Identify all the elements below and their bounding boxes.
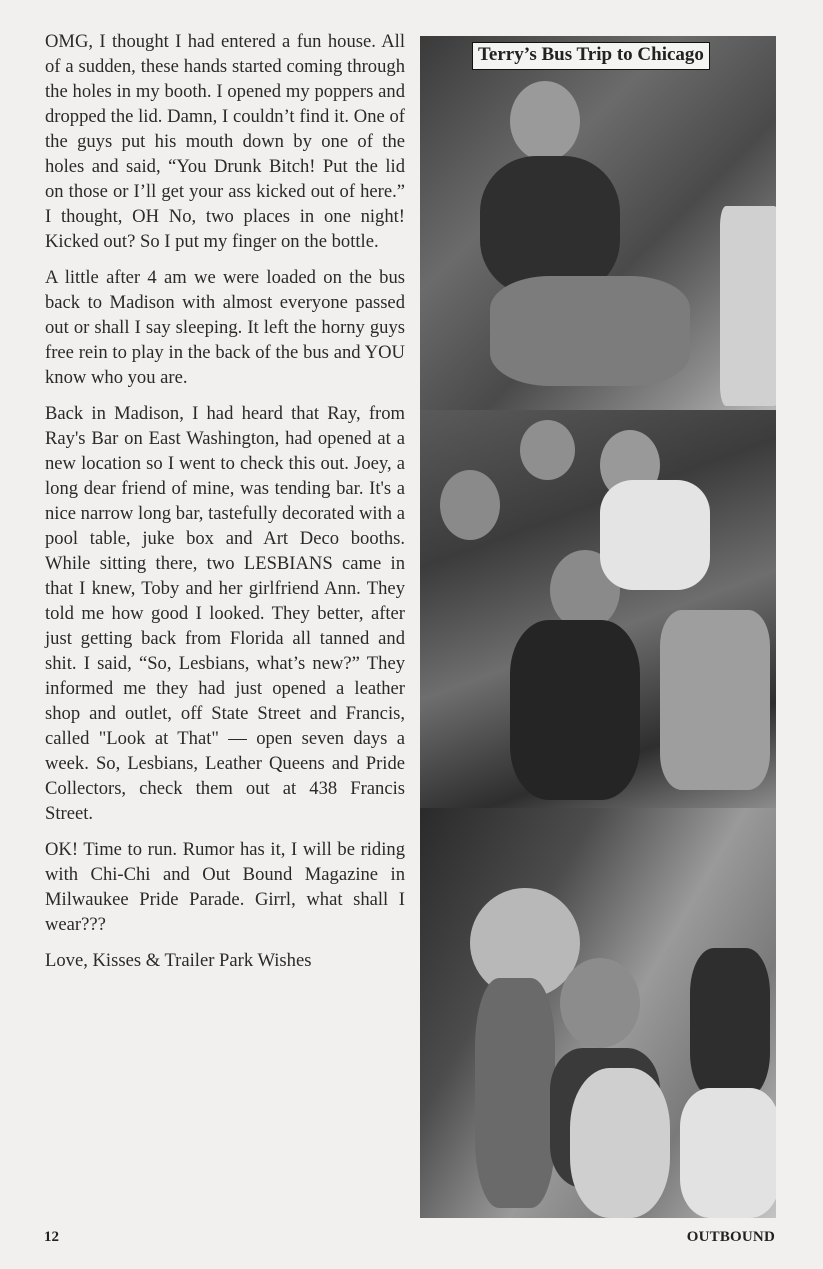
photo-figure: [720, 206, 776, 406]
photo-figure: [490, 276, 690, 386]
page-number: 12: [44, 1229, 59, 1245]
photo-bus-driver: [420, 36, 776, 410]
article-body: [45, 29, 405, 984]
photo-figure: [560, 958, 640, 1048]
photo-figure: [570, 1068, 670, 1218]
photo-figure: [440, 470, 500, 540]
paragraph-bus-back: A little after 4 am we were loaded on the bus back to Madison with almost everyone passed out or shall I say sleeping. It left the horny guys free rein to play in the back of the bus and YOU know who you are.: [45, 267, 405, 388]
photo-figure: [600, 480, 710, 590]
photo-figure: [690, 948, 770, 1098]
photo-figure: [660, 610, 770, 790]
photo-caption: Terry’s Bus Trip to Chicago: [472, 42, 710, 70]
photo-figure: [480, 156, 620, 296]
photo-pride-event: [420, 808, 776, 1218]
paragraph-madison-bar: Back in Madison, I had heard that Ray, from Ray's Bar on East Washington, had opened at a new location so I went to check this out. Joey, a long dear friend of mine, was tending bar. It's a nice narrow long bar, tastefully decorated with a pool table, juke box and Art Deco booths. While sitting there, two LESBIANS came in that I knew, Toby and her girlfriend Ann. They told me how good I looked. They better, after just getting back from Florida all tanned and shit. I said, “So, Lesbians, what’s new?” They informed me they had just opened a leather shop and outlet, off State Street and Francis, called "Look at That" — open seven days a week. So, Lesbians, Leather Queens and Pride Collectors, check them out at 438 Francis Street.: [45, 403, 405, 824]
paragraph-pride-parade: OK! Time to run. Rumor has it, I will be riding with Chi-Chi and Out Bound Magazine in Milwaukee Pride Parade. Girrl, what shall I wear???: [45, 839, 405, 935]
photo-collage: [420, 36, 776, 1218]
publication-name: OUTBOUND: [686, 1229, 775, 1245]
sign-off: Love, Kisses & Trailer Park Wishes: [45, 950, 312, 971]
photo-bus-group: [420, 410, 776, 808]
photo-figure: [510, 620, 640, 800]
photo-figure: [510, 81, 580, 161]
photo-figure: [520, 420, 575, 480]
photo-figure: [475, 978, 555, 1208]
paragraph-fun-house: OMG, I thought I had entered a fun house. All of a sudden, these hands started coming through the holes in my booth. I opened my poppers and dropped the lid. Damn, I couldn’t find it. One of the guys put his mouth down by one of the holes and said, “You Drunk Bitch! Put the lid on those or I’ll get your ass kicked out of here.” I thought, OH No, two places in one night! Kicked out? So I put my finger on the bottle.: [45, 31, 405, 252]
photo-figure: [680, 1088, 776, 1218]
